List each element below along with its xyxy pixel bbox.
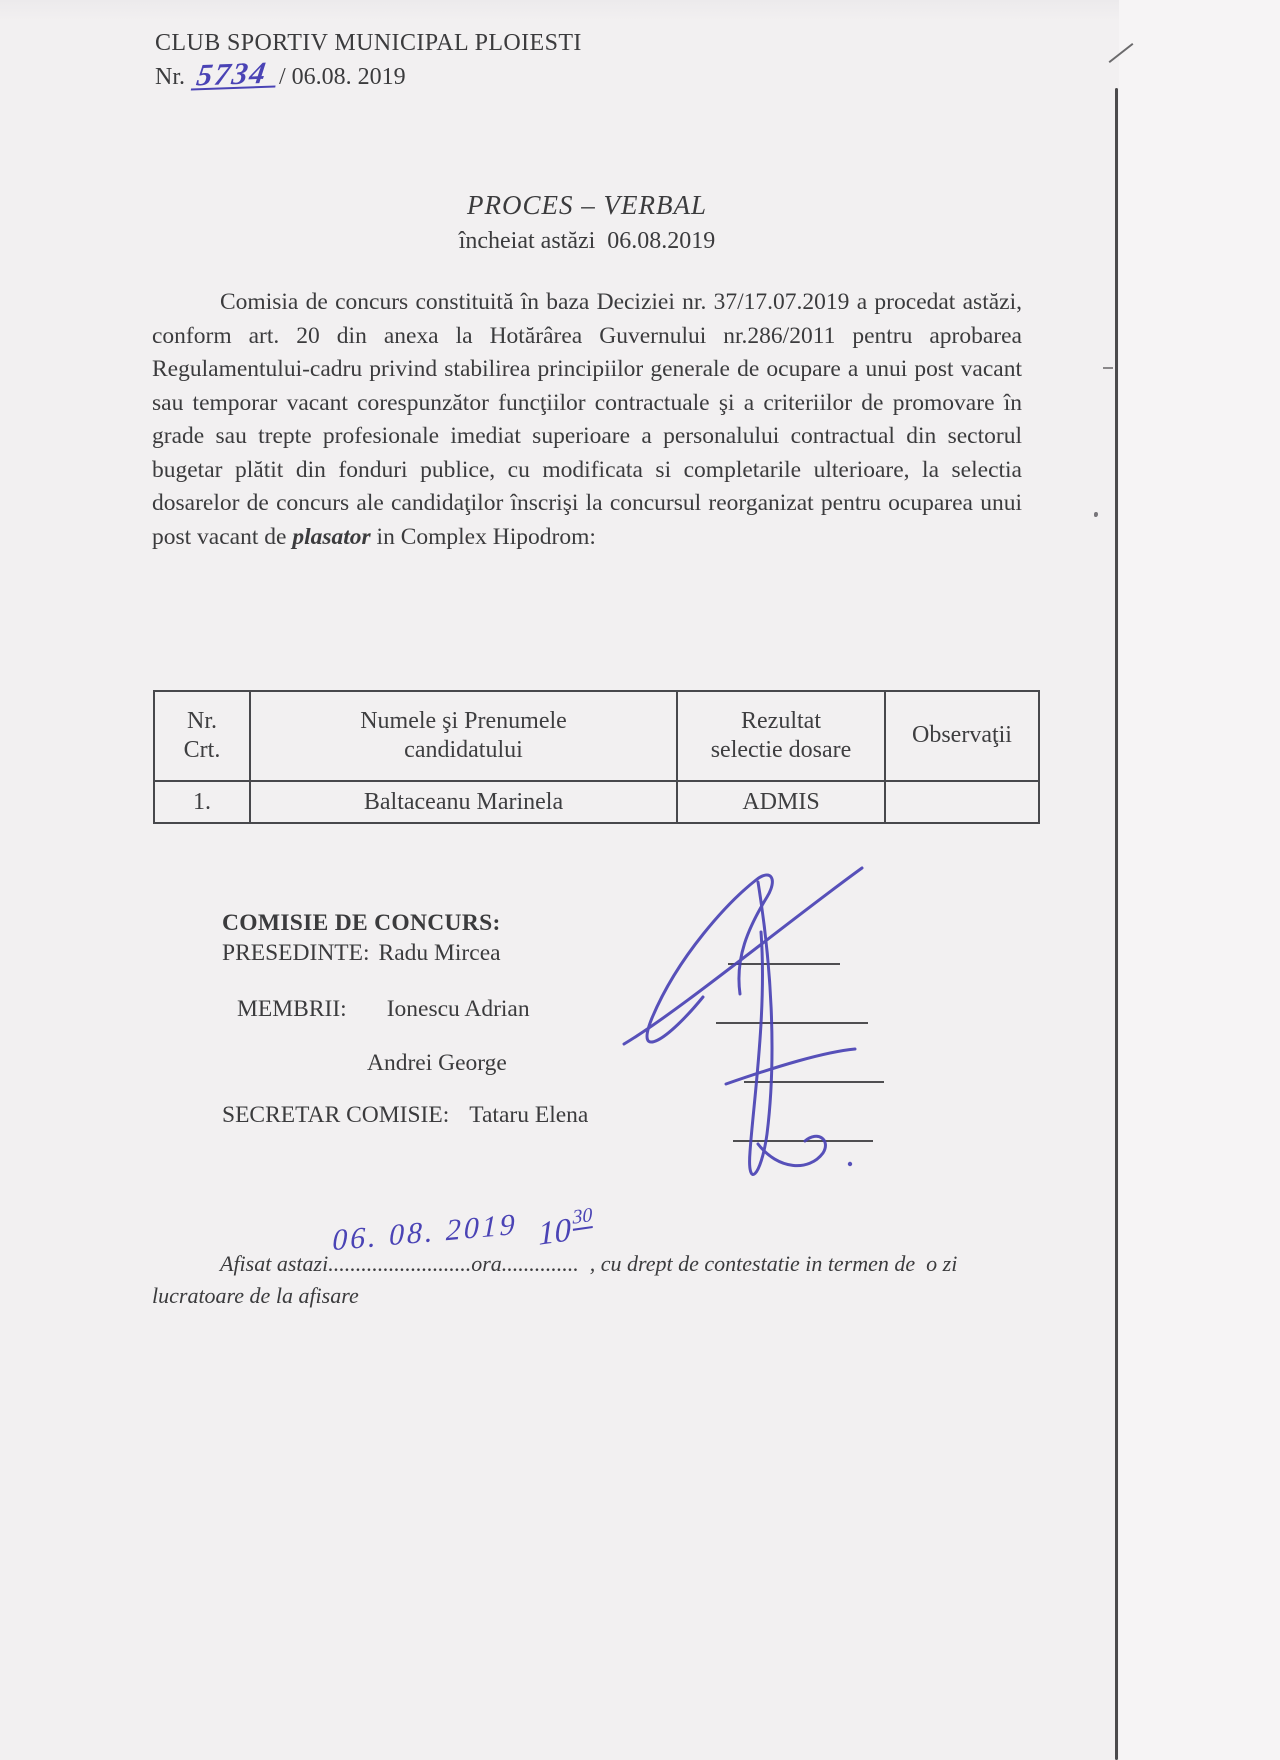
member-name: Andrei George (367, 1050, 507, 1076)
cell-observations (885, 781, 1039, 823)
role-label: PRESEDINTE: (222, 940, 370, 966)
committee-row-president (222, 940, 501, 967)
handwritten-time-superscript: 30 (572, 1204, 593, 1231)
notice-ora-label: ora (471, 1251, 502, 1276)
handwritten-time: $10^{30}$ (537, 1203, 593, 1253)
member-name: Ionescu Adrian (386, 996, 530, 1022)
scan-speck-dash (1103, 367, 1113, 369)
candidates-table (153, 690, 1040, 824)
notice-suffix: , cu drept de contestatie in termen de o zi (578, 1251, 958, 1276)
paragraph-text-after: in Complex Hipodrom: (370, 523, 596, 550)
committee-heading: COMISIE DE CONCURS: (222, 910, 501, 936)
member-name: Radu Mircea (378, 940, 501, 966)
notice-dots-date: .......................... (328, 1251, 472, 1276)
header-cell-result: Rezultat selectie dosare (677, 691, 885, 781)
table-header-row (154, 691, 1039, 781)
cell-nr: 1. (154, 781, 250, 823)
scan-edge-strip (1119, 0, 1280, 1760)
notice-line2: lucratoare de la afisare (152, 1283, 359, 1308)
posting-notice (152, 1248, 1032, 1312)
header-cell-nr: Nr. Crt. (154, 691, 250, 781)
doc-number-label: Nr. (155, 64, 191, 90)
role-label: SECRETAR COMISIE: (222, 1102, 450, 1128)
header-cell-name: Numele şi Prenumele candidatului (250, 691, 677, 781)
doc-title: PROCES – VERBAL (467, 190, 707, 220)
org-name: CLUB SPORTIV MUNICIPAL PLOIESTI (155, 30, 582, 56)
cell-candidate-name: Baltaceanu Marinela (250, 781, 677, 823)
committee-row-member-2 (367, 1050, 507, 1077)
body-paragraph (152, 286, 1022, 554)
doc-number-line (155, 54, 582, 93)
notice-dots-time: .............. (501, 1251, 579, 1276)
handwritten-doc-number: 5734 (191, 60, 279, 91)
header-cell-observations: Observaţii (885, 691, 1039, 781)
paragraph-text-before: Comisia de concurs constituită în baza Deciziei nr. 37/17.07.2019 a procedat astăzi, conform art. 20 din anexa la Hotărârea Guvernului nr.286/2011 pentru aprobarea Regulamentului-cadru privind stabilirea principiilor generale de ocupare a unui post vacant sau temporar vacant corespunzător funcţiilor contractuale şi a criteriilor de promovare în grade sau trepte profesionale imediat superioare a personalului contractual din sectorul bugetar plătit din fonduri publice, cu modificata si completarile ulterioare, la selectia dosarelor de concurs ale candidaţilor înscrişi la concursul reorganizat pentru ocuparea unui post vacant de (152, 289, 1022, 550)
table-row (154, 781, 1039, 823)
signature-scrawl (608, 852, 876, 1204)
role-label: MEMBRII: (237, 996, 347, 1022)
doc-number-date: / 06.08. 2019 (279, 64, 406, 90)
doc-subtitle: încheiat astăzi 06.08.2019 (458, 228, 716, 254)
cell-result: ADMIS (677, 781, 885, 823)
letterhead (155, 30, 582, 91)
handwritten-date: 06. 08. 2019 (332, 1207, 518, 1258)
plasator-emphasis: plasator (292, 523, 371, 550)
scan-speck-dot (1094, 512, 1098, 517)
page-edge-line (1115, 88, 1118, 1760)
member-name: Tataru Elena (469, 1102, 589, 1128)
committee-row-secretary (222, 1102, 588, 1129)
title-block (152, 190, 1022, 255)
committee-row-member-1 (237, 996, 530, 1023)
notice-prefix: Afisat astazi (220, 1251, 329, 1276)
